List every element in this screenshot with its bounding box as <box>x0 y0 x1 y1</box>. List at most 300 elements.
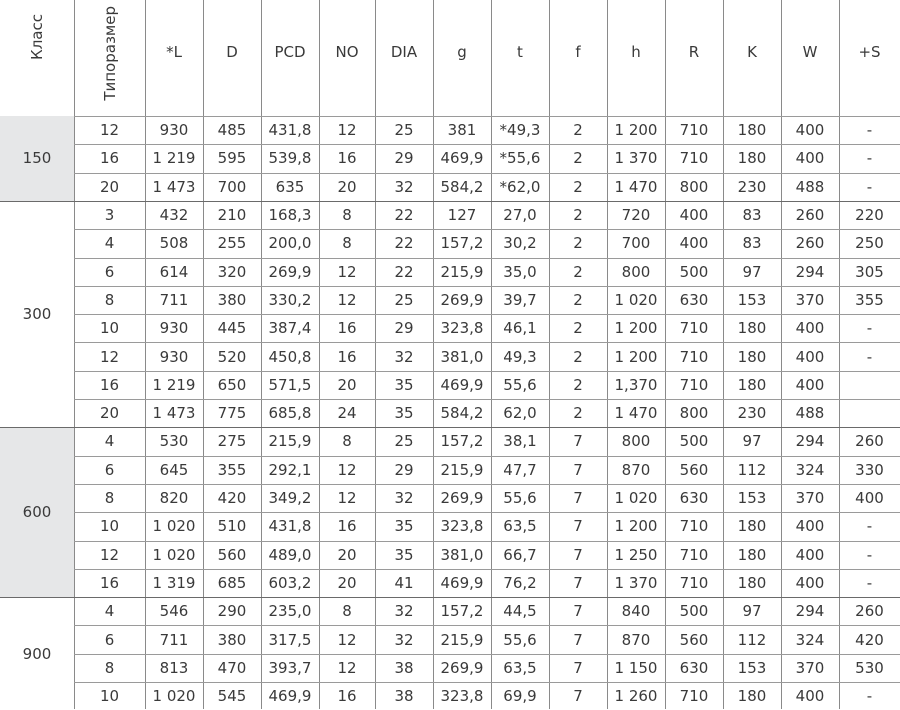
table-cell: 25 <box>394 290 414 309</box>
row-divider <box>74 625 900 626</box>
table-cell: 450,8 <box>268 347 312 366</box>
table-cell: 1 219 <box>152 149 196 168</box>
table-cell: 1 020 <box>152 687 196 706</box>
table-cell: 10 <box>99 687 120 706</box>
table-cell: 12 <box>337 121 357 140</box>
table-cell: - <box>866 177 873 196</box>
table-cell: 7 <box>573 432 583 451</box>
table-cell: - <box>866 573 873 592</box>
table-cell: 1 020 <box>152 517 196 536</box>
table-cell: 800 <box>679 177 709 196</box>
table-cell: 294 <box>795 262 825 281</box>
table-cell: 153 <box>737 489 767 508</box>
table-cell: 645 <box>159 460 189 479</box>
table-cell: 2 <box>573 375 583 394</box>
column-divider <box>375 0 376 709</box>
header-klass <box>0 0 74 116</box>
table-cell: 545 <box>217 687 247 706</box>
header-col-1: D <box>226 43 238 61</box>
table-cell: 6 <box>104 262 115 281</box>
table-cell: 530 <box>855 658 884 677</box>
table-cell: 381,0 <box>440 545 484 564</box>
table-cell: 7 <box>573 460 583 479</box>
header-col-10: K <box>747 43 757 61</box>
table-cell: 470 <box>217 658 247 677</box>
table-cell: 7 <box>573 517 583 536</box>
table-cell: 349,2 <box>268 489 312 508</box>
table-cell: 180 <box>737 149 767 168</box>
table-cell: 22 <box>394 262 414 281</box>
table-cell: 400 <box>855 489 884 508</box>
table-cell: 2 <box>573 347 583 366</box>
table-cell: - <box>866 121 873 140</box>
table-cell: 1 020 <box>614 489 658 508</box>
table-cell: 595 <box>217 149 247 168</box>
table-cell: 35 <box>394 375 414 394</box>
header-col-6: t <box>517 43 523 61</box>
table-cell: 323,8 <box>440 517 484 536</box>
table-cell: 710 <box>679 149 709 168</box>
header-col-8: h <box>631 43 641 61</box>
table-cell: 230 <box>737 177 767 196</box>
table-cell: 800 <box>679 404 709 423</box>
table-cell: 2 <box>573 206 583 225</box>
table-cell: 840 <box>621 602 651 621</box>
table-cell: 700 <box>217 177 247 196</box>
row-divider <box>0 201 900 202</box>
row-divider <box>74 512 900 513</box>
table-cell: 63,5 <box>503 658 537 677</box>
row-divider <box>74 456 900 457</box>
table-cell: 210 <box>217 206 247 225</box>
table-cell: 571,5 <box>268 375 312 394</box>
table-cell: 546 <box>159 602 189 621</box>
table-cell: 25 <box>394 121 414 140</box>
table-cell: 630 <box>679 489 709 508</box>
table-cell: 24 <box>337 404 357 423</box>
header-col-12: +S <box>858 43 881 61</box>
table-cell: 180 <box>737 545 767 564</box>
table-cell: 46,1 <box>503 319 537 338</box>
table-cell: 7 <box>573 658 583 677</box>
table-cell: 469,9 <box>440 149 484 168</box>
table-cell: 35 <box>394 517 414 536</box>
table-cell: 7 <box>573 489 583 508</box>
table-cell <box>839 371 900 399</box>
table-cell: 1 200 <box>614 517 658 536</box>
table-cell: 775 <box>217 404 247 423</box>
column-divider <box>781 0 782 709</box>
table-cell: 584,2 <box>440 404 484 423</box>
column-divider <box>74 0 75 709</box>
table-cell: 7 <box>573 687 583 706</box>
table-cell: 4 <box>104 602 115 621</box>
header-col-3: NO <box>335 43 359 61</box>
table-cell: 485 <box>217 121 247 140</box>
table-cell: 710 <box>679 517 709 536</box>
table-cell: 2 <box>573 177 583 196</box>
table-cell: 49,3 <box>503 347 537 366</box>
table-cell: 97 <box>742 262 762 281</box>
table-cell: 2 <box>573 290 583 309</box>
table-cell: *49,3 <box>499 121 541 140</box>
row-divider <box>74 654 900 655</box>
table-cell: 35,0 <box>503 262 537 281</box>
header-col-2: PCD <box>274 43 306 61</box>
header-col-9: R <box>688 43 700 61</box>
table-cell: 112 <box>737 460 767 479</box>
table-cell: 469,9 <box>268 687 312 706</box>
table-cell: - <box>866 517 873 536</box>
table-cell: 820 <box>159 489 189 508</box>
row-divider <box>74 484 900 485</box>
table-cell: 1 200 <box>614 121 658 140</box>
table-cell: 255 <box>217 234 247 253</box>
table-cell: 7 <box>573 602 583 621</box>
table-cell: 38 <box>394 687 414 706</box>
table-cell: 400 <box>795 517 825 536</box>
row-divider <box>74 342 900 343</box>
table-cell: 630 <box>679 658 709 677</box>
table-cell: 800 <box>621 432 651 451</box>
table-cell: 488 <box>795 404 825 423</box>
table-cell: 370 <box>795 290 825 309</box>
column-divider <box>433 0 434 709</box>
table-cell: 32 <box>394 347 414 366</box>
table-cell: 355 <box>217 460 247 479</box>
header-size <box>74 0 145 116</box>
table-cell <box>839 399 900 427</box>
table-cell: 330,2 <box>268 290 312 309</box>
table-cell: 630 <box>679 290 709 309</box>
header-klass-text: Класс <box>28 14 46 60</box>
table-cell: 41 <box>394 573 414 592</box>
table-cell: 8 <box>104 658 115 677</box>
table-cell: 55,6 <box>503 375 537 394</box>
table-cell: 539,8 <box>268 149 312 168</box>
row-divider <box>74 116 900 117</box>
table-cell: 230 <box>737 404 767 423</box>
table-cell: 445 <box>217 319 247 338</box>
header-col-4: DIA <box>390 43 418 61</box>
table-cell: 292,1 <box>268 460 312 479</box>
table-cell: 168,3 <box>268 206 312 225</box>
table-cell: 323,8 <box>440 319 484 338</box>
table-cell: 20 <box>337 177 357 196</box>
header-col-5: g <box>457 43 467 61</box>
table-cell: 2 <box>573 319 583 338</box>
class-label: 600 <box>22 503 52 522</box>
table-cell: 157,2 <box>440 432 484 451</box>
column-divider <box>145 0 146 709</box>
table-cell: 35 <box>394 404 414 423</box>
table-cell: 69,9 <box>503 687 537 706</box>
table-cell: 700 <box>621 234 651 253</box>
table-cell: *62,0 <box>499 177 541 196</box>
row-divider <box>74 399 900 400</box>
table-cell: 12 <box>99 121 120 140</box>
column-divider <box>491 0 492 709</box>
table-cell: 1 470 <box>614 177 658 196</box>
table-cell: 1 370 <box>614 149 658 168</box>
table-cell: 29 <box>394 460 414 479</box>
table-cell: 400 <box>795 687 825 706</box>
table-cell: 685 <box>217 573 247 592</box>
row-divider <box>74 371 900 372</box>
table-cell: 400 <box>795 149 825 168</box>
table-cell: 294 <box>795 432 825 451</box>
table-cell: - <box>866 347 873 366</box>
table-cell: 8 <box>342 234 352 253</box>
table-cell: 2 <box>573 234 583 253</box>
table-cell: 7 <box>573 545 583 564</box>
table-cell: 16 <box>337 149 357 168</box>
table-cell: 1,370 <box>614 375 658 394</box>
table-cell: 12 <box>99 545 120 564</box>
table-cell: 1 319 <box>152 573 196 592</box>
table-cell: 25 <box>394 432 414 451</box>
table-cell: 44,5 <box>503 602 537 621</box>
table-cell: 400 <box>795 375 825 394</box>
table-cell: 20 <box>337 375 357 394</box>
table-cell: 370 <box>795 658 825 677</box>
table-cell: 16 <box>99 573 120 592</box>
table-cell: 7 <box>573 630 583 649</box>
table-cell: 29 <box>394 319 414 338</box>
table-cell: 180 <box>737 121 767 140</box>
row-divider <box>74 682 900 683</box>
class-label: 150 <box>22 149 52 168</box>
table-cell: 55,6 <box>503 630 537 649</box>
table-cell: 47,7 <box>503 460 537 479</box>
column-divider <box>607 0 608 709</box>
table-cell: 1 020 <box>614 290 658 309</box>
table-cell: 1 470 <box>614 404 658 423</box>
table-cell: 380 <box>217 290 247 309</box>
table-cell: 200,0 <box>268 234 312 253</box>
table-cell: 215,9 <box>268 432 312 451</box>
table-cell: 330 <box>855 460 884 479</box>
table-cell: 215,9 <box>440 262 484 281</box>
table-cell: 400 <box>795 545 825 564</box>
row-divider <box>74 314 900 315</box>
table-cell: 420 <box>217 489 247 508</box>
table-cell: 8 <box>342 432 352 451</box>
table-cell: 393,7 <box>268 658 312 677</box>
table-cell: 1 260 <box>614 687 658 706</box>
table-cell: 560 <box>679 630 709 649</box>
table-cell: 12 <box>337 658 357 677</box>
table-cell: 16 <box>337 687 357 706</box>
table-cell: 381 <box>447 121 477 140</box>
table-cell: 710 <box>679 545 709 564</box>
table-cell: 710 <box>679 375 709 394</box>
table-cell: 180 <box>737 319 767 338</box>
table-cell: 324 <box>795 630 825 649</box>
row-divider <box>74 286 900 287</box>
table-cell: 12 <box>337 489 357 508</box>
table-cell: 685,8 <box>268 404 312 423</box>
table-cell: 400 <box>795 573 825 592</box>
table-cell: 431,8 <box>268 517 312 536</box>
table-cell: - <box>866 319 873 338</box>
table-cell: 2 <box>573 121 583 140</box>
table-cell: 560 <box>679 460 709 479</box>
table-cell: 83 <box>742 206 762 225</box>
row-divider <box>0 427 900 428</box>
table-cell: 180 <box>737 573 767 592</box>
table-cell: 420 <box>855 630 884 649</box>
table-cell: 260 <box>795 206 825 225</box>
table-cell: 500 <box>679 262 709 281</box>
table-cell: 930 <box>159 319 189 338</box>
table-cell: 153 <box>737 658 767 677</box>
table-cell: 97 <box>742 432 762 451</box>
table-cell: 12 <box>337 262 357 281</box>
table-cell: 97 <box>742 602 762 621</box>
row-divider <box>74 229 900 230</box>
table-cell: 4 <box>104 234 115 253</box>
table-cell: 1 473 <box>152 177 196 196</box>
table-cell: 16 <box>99 149 120 168</box>
table-cell: 1 250 <box>614 545 658 564</box>
column-divider <box>665 0 666 709</box>
table-cell: 1 200 <box>614 347 658 366</box>
table-cell: 260 <box>855 602 884 621</box>
table-cell: *55,6 <box>499 149 541 168</box>
column-divider <box>723 0 724 709</box>
table-cell: 320 <box>217 262 247 281</box>
row-divider <box>74 569 900 570</box>
table-cell: 510 <box>217 517 247 536</box>
table-cell: 20 <box>337 573 357 592</box>
table-cell: 76,2 <box>503 573 537 592</box>
column-divider <box>319 0 320 709</box>
table-cell: 400 <box>795 347 825 366</box>
table-cell: 260 <box>855 432 884 451</box>
table-cell: 30,2 <box>503 234 537 253</box>
table-cell: 29 <box>394 149 414 168</box>
table-cell: 710 <box>679 573 709 592</box>
table-cell: 500 <box>679 602 709 621</box>
table-cell: 6 <box>104 460 115 479</box>
table-cell: 488 <box>795 177 825 196</box>
table-cell: 323,8 <box>440 687 484 706</box>
table-cell: 305 <box>855 262 884 281</box>
table-cell: 710 <box>679 121 709 140</box>
table-cell: 870 <box>621 630 651 649</box>
table-cell: 32 <box>394 489 414 508</box>
table-cell: 1 200 <box>614 319 658 338</box>
table-cell: 710 <box>679 319 709 338</box>
table-cell: 180 <box>737 517 767 536</box>
table-cell: 400 <box>679 234 709 253</box>
table-cell: 250 <box>855 234 884 253</box>
table-cell: 12 <box>337 630 357 649</box>
table-cell: 275 <box>217 432 247 451</box>
table-cell: 12 <box>337 290 357 309</box>
table-cell: 4 <box>104 432 115 451</box>
table-cell: 12 <box>99 347 120 366</box>
table-cell: 20 <box>99 177 120 196</box>
table-cell: 387,4 <box>268 319 312 338</box>
table-cell: 66,7 <box>503 545 537 564</box>
table-cell: 16 <box>337 517 357 536</box>
table-cell: 16 <box>99 375 120 394</box>
table-cell: 2 <box>573 404 583 423</box>
header-size-text: Типоразмер <box>100 6 119 101</box>
row-divider <box>74 258 900 259</box>
table-cell: 432 <box>159 206 189 225</box>
table-cell: 269,9 <box>440 290 484 309</box>
row-divider <box>0 597 900 598</box>
table-cell: 220 <box>855 206 884 225</box>
table-cell: 127 <box>447 206 477 225</box>
header-col-0: *L <box>166 43 182 61</box>
table-cell: 635 <box>275 177 305 196</box>
table-cell: 10 <box>99 517 120 536</box>
table-cell: 27,0 <box>503 206 537 225</box>
table-cell: 1 150 <box>614 658 658 677</box>
table-cell: 32 <box>394 630 414 649</box>
table-cell: 20 <box>99 404 120 423</box>
table-cell: 235,0 <box>268 602 312 621</box>
table-cell: 39,7 <box>503 290 537 309</box>
column-divider <box>549 0 550 709</box>
table-cell: 380 <box>217 630 247 649</box>
table-cell: 1 219 <box>152 375 196 394</box>
table-cell: 1 370 <box>614 573 658 592</box>
table-cell: 157,2 <box>440 602 484 621</box>
table-cell: 62,0 <box>503 404 537 423</box>
header-col-11: W <box>802 43 818 61</box>
table-cell: 400 <box>679 206 709 225</box>
table-cell: 22 <box>394 206 414 225</box>
table-cell: 8 <box>104 290 115 309</box>
row-divider <box>74 541 900 542</box>
table-cell: 930 <box>159 347 189 366</box>
table-cell: 584,2 <box>440 177 484 196</box>
row-divider <box>74 144 900 145</box>
table-cell: 180 <box>737 375 767 394</box>
table-cell: 20 <box>337 545 357 564</box>
table-cell: 500 <box>679 432 709 451</box>
table-cell: 35 <box>394 545 414 564</box>
table-cell: 520 <box>217 347 247 366</box>
table-cell: 180 <box>737 347 767 366</box>
class-label: 900 <box>22 644 52 663</box>
table-cell: 10 <box>99 319 120 338</box>
table-cell: - <box>866 149 873 168</box>
table-cell: 153 <box>737 290 767 309</box>
table-cell: 560 <box>217 545 247 564</box>
table-cell: 614 <box>159 262 189 281</box>
table-cell: 2 <box>573 149 583 168</box>
table-cell: 269,9 <box>440 658 484 677</box>
table-cell: 32 <box>394 602 414 621</box>
table-cell: 1 473 <box>152 404 196 423</box>
table-cell: 530 <box>159 432 189 451</box>
table-cell: 16 <box>337 347 357 366</box>
table-cell: 8 <box>342 602 352 621</box>
class-label: 300 <box>22 305 52 324</box>
table-cell: 508 <box>159 234 189 253</box>
table-cell: 215,9 <box>440 630 484 649</box>
table-cell: 317,5 <box>268 630 312 649</box>
table-cell: 400 <box>795 319 825 338</box>
table-cell: 38,1 <box>503 432 537 451</box>
table-cell: 12 <box>337 460 357 479</box>
